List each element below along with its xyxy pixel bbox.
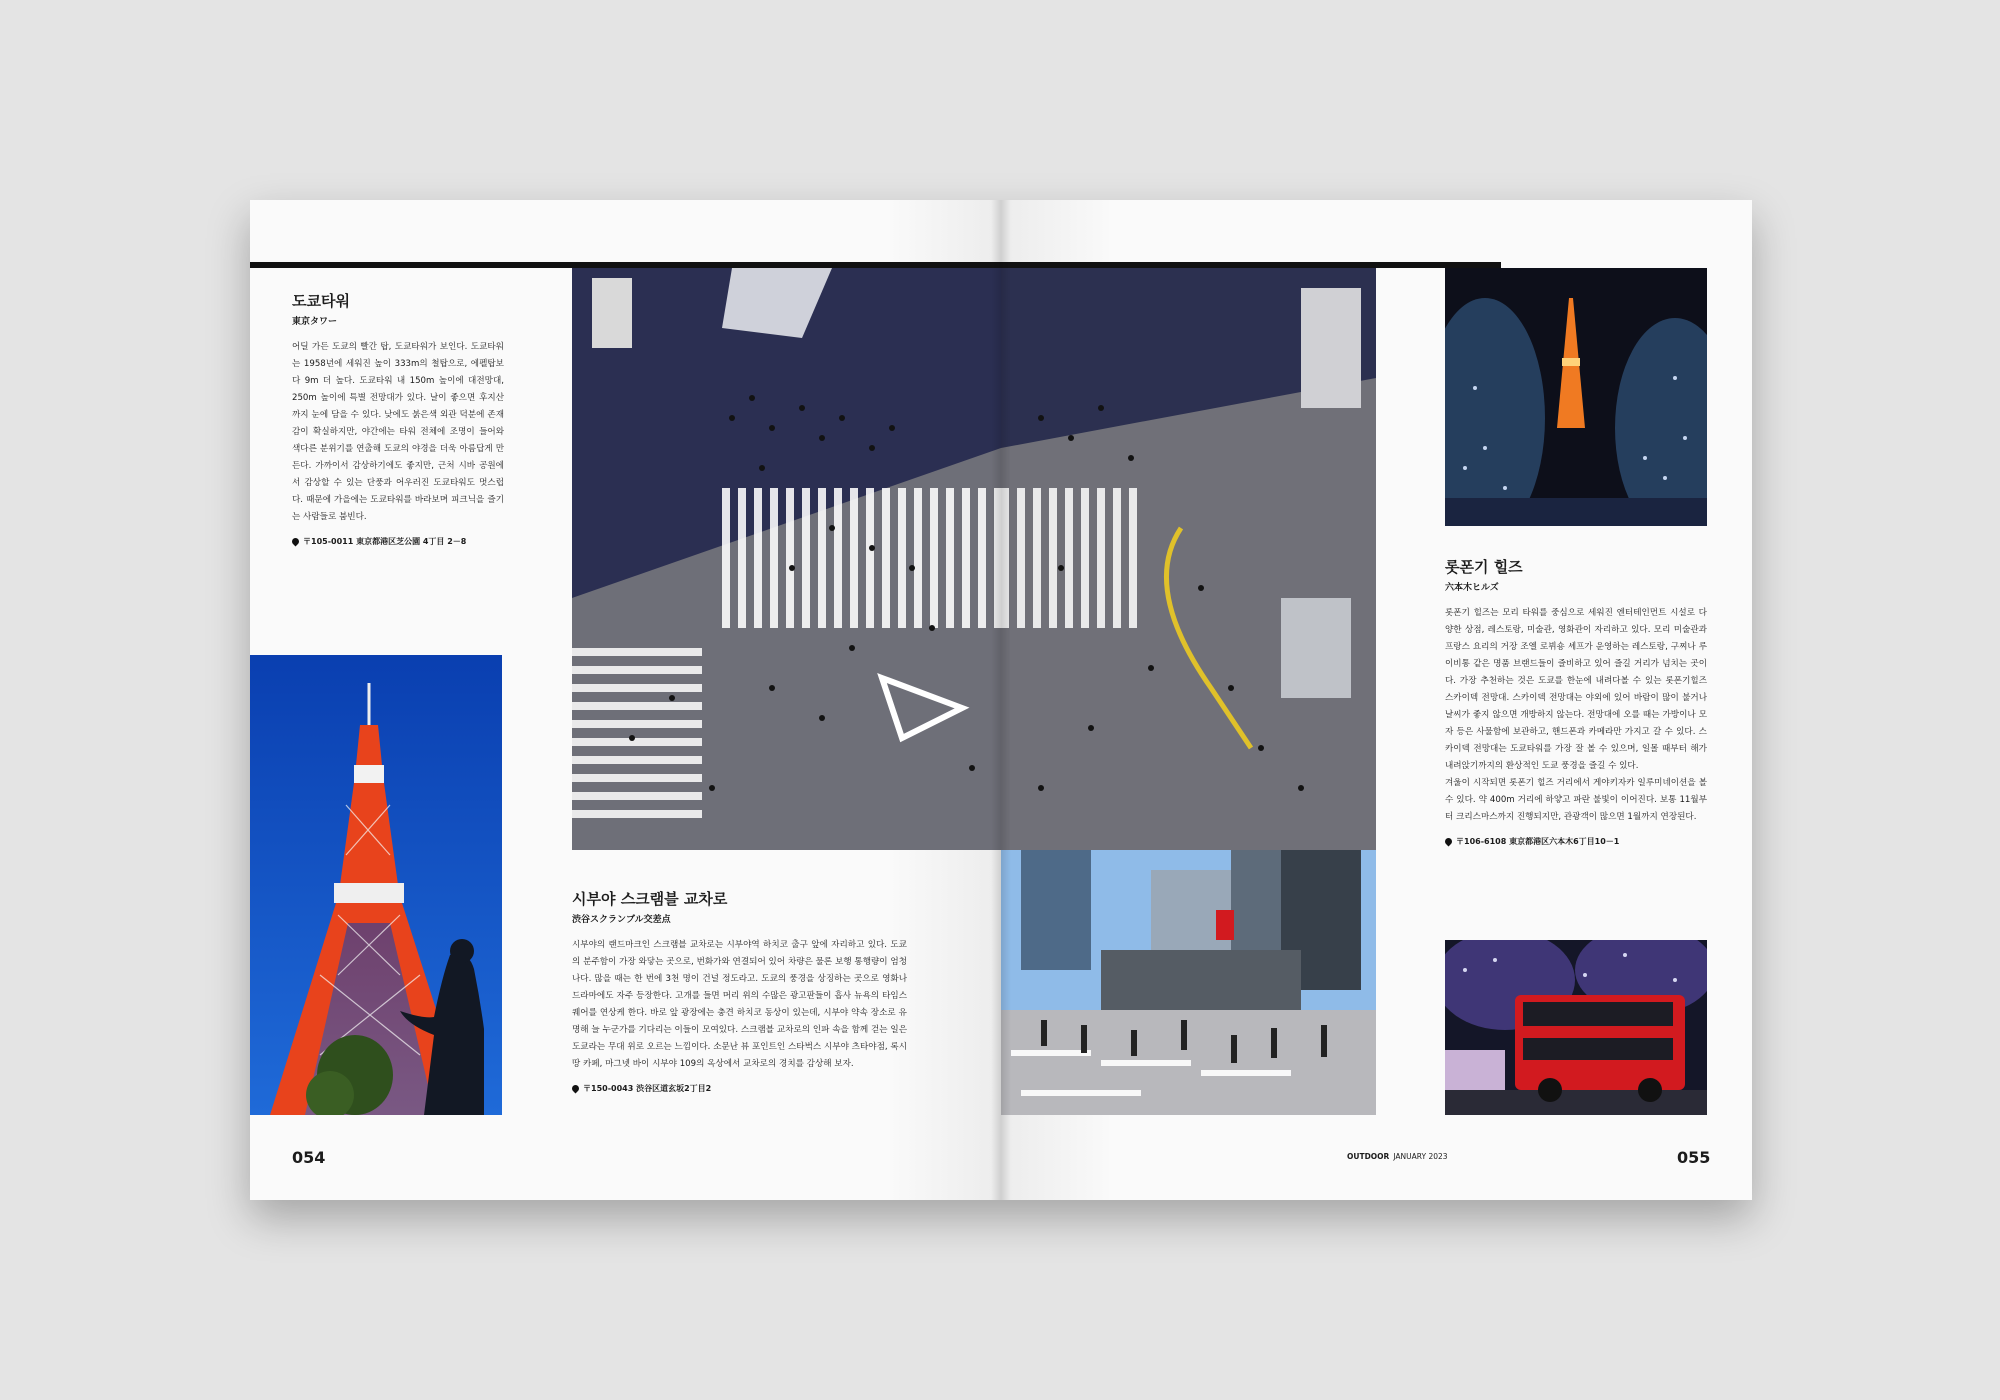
roppongi-illumination-bus-photo xyxy=(1445,940,1707,1115)
gutter-shadow xyxy=(991,200,1011,1200)
page-number-left: 054 xyxy=(292,1148,326,1167)
magazine-name: OUTDOOR xyxy=(1347,1152,1390,1161)
magazine-issue: JANUARY 2023 xyxy=(1393,1152,1448,1161)
page-number-right: 055 xyxy=(1677,1148,1711,1167)
location-pin-icon xyxy=(1444,837,1454,847)
article-address xyxy=(1445,836,1707,847)
address-text: 〒106-6108 東京都港区六本木6丁目10－1 xyxy=(1456,837,1620,846)
article-body: 어딜 가든 도쿄의 빨간 탑, 도쿄타워가 보인다. 도쿄타워는 1958년에 세워진 높이 333m의 철탑으로, 에펠탑보다 9m 더 높다. 도쿄타워 내 150m 높이에 대전망대, 250m 높이에 특별 전망대가 있다. 날이 좋으면 후지산까지 눈에 담을 수 있다. 낮에도 붉은색 외관 덕분에 존재감이 확실하지만, 야간에는 타워 전체에 조명이 들어와 색다른 분위기를 연출해 도쿄의 야경을 더욱 아름답게 만든다. 가까이서 감상하기에도 좋지만, 근처 시바 공원에서 감상할 수 있는 단풍과 어우러진 도쿄타워도 멋스럽다. 때문에 가을에는 도쿄타워를 바라보며 피크닉을 즐기는 사람들로 붐빈다. xyxy=(292,342,504,522)
article-subtitle: 六本木ヒルズ xyxy=(1445,583,1499,593)
shibuya-station-street-photo xyxy=(1001,850,1376,1115)
article-body: 롯폰기 힐즈는 모리 타워를 중심으로 세워진 엔터테인먼트 시설로 다양한 상점, 레스토랑, 미술관, 영화관이 자리하고 있다. 모리 미술관과 프랑스 요리의 거장 조엘 로뷔숑 셰프가 운영하는 레스토랑, 구찌나 루이비통 같은 명품 브랜드들이 즐비하고 있어 즐길 거리가 넘치는 곳이다. 가장 추천하는 것은 도쿄를 한눈에 내려다볼 수 있는 롯폰기힐즈 스카이덱 전망대. 스카이덱 전망대는 야외에 있어 바람이 많이 불거나 날씨가 좋지 않으면 개방하지 않는다. 전망대에 오를 때는 가방이나 모자 등은 사물함에 보관하고, 핸드폰과 카메라만 가지고 갈 수 있다. 스카이덱 전망대는 도쿄타워를 가장 잘 볼 수 있으며, 일몰 때부터 해가 내려앉기까지의 환상적인 도쿄 풍경을 즐길 수 있다. xyxy=(1445,608,1707,771)
article-tokyo-tower xyxy=(292,290,504,547)
shibuya-crossing-aerial-photo-continued xyxy=(1001,268,1376,850)
shibuya-crossing-aerial-photo xyxy=(572,268,1001,850)
tokyo-tower-day-photo xyxy=(250,655,502,1115)
article-body-paragraph-2: 겨울이 시작되면 롯폰기 힐즈 거리에서 게야키자카 일루미네이션을 볼 수 있다. 약 400m 거리에 하얗고 파란 불빛이 이어진다. 보통 11월부터 크리스마스까지 진행되지만, 관광객이 많으면 1월까지 연장된다. xyxy=(1445,778,1707,822)
article-address xyxy=(292,536,504,547)
article-subtitle: 東京タワー xyxy=(292,317,338,327)
article-body: 시부야의 랜드마크인 스크램블 교차로는 시부야역 하치코 출구 앞에 자리하고 있다. 도쿄의 분주함이 가장 와닿는 곳으로, 번화가와 연결되어 있어 차량은 물론 보행 통행량이 엄청나다. 많을 때는 한 번에 3천 명이 건널 정도라고. 도쿄의 풍경을 상징하는 곳으로 영화나 드라마에도 자주 등장한다. 고개를 들면 머리 위의 수많은 광고판들이 흡사 뉴욕의 타임스퀘어를 연상케 한다. 바로 앞 광장에는 충견 하치코 동상이 있는데, 시부야 약속 장소로 유명해 늘 누군가를 기다리는 이들이 모여있다. 스크램블 교차로의 인파 속을 함께 걷는 일은 도쿄라는 무대 위로 오르는 느낌이다. 소문난 뷰 포인트인 스타벅스 시부야 츠타야점, 록시땅 카페, 마그넷 바이 시부야 109의 옥상에서 교차로의 경치를 감상해 보자. xyxy=(572,940,907,1069)
magazine-spread xyxy=(250,200,1752,1200)
magazine-footer xyxy=(1347,1152,1448,1161)
right-page xyxy=(1001,200,1752,1200)
article-title: 도쿄타워 xyxy=(292,292,350,310)
address-text: 〒105-0011 東京都港区芝公園 4丁目 2－8 xyxy=(303,537,467,546)
article-shibuya xyxy=(572,888,907,1094)
location-pin-icon xyxy=(571,1084,581,1094)
article-address xyxy=(572,1083,907,1094)
tokyo-tower-night-photo xyxy=(1445,268,1707,526)
location-pin-icon xyxy=(291,537,301,547)
left-page xyxy=(250,200,1001,1200)
article-roppongi xyxy=(1445,556,1707,847)
address-text: 〒150-0043 渋谷区道玄坂2丁目2 xyxy=(583,1084,712,1093)
article-subtitle: 渋谷スクランブル交差点 xyxy=(572,915,671,925)
article-title: 시부야 스크램블 교차로 xyxy=(572,890,728,908)
article-title: 롯폰기 힐즈 xyxy=(1445,558,1523,576)
